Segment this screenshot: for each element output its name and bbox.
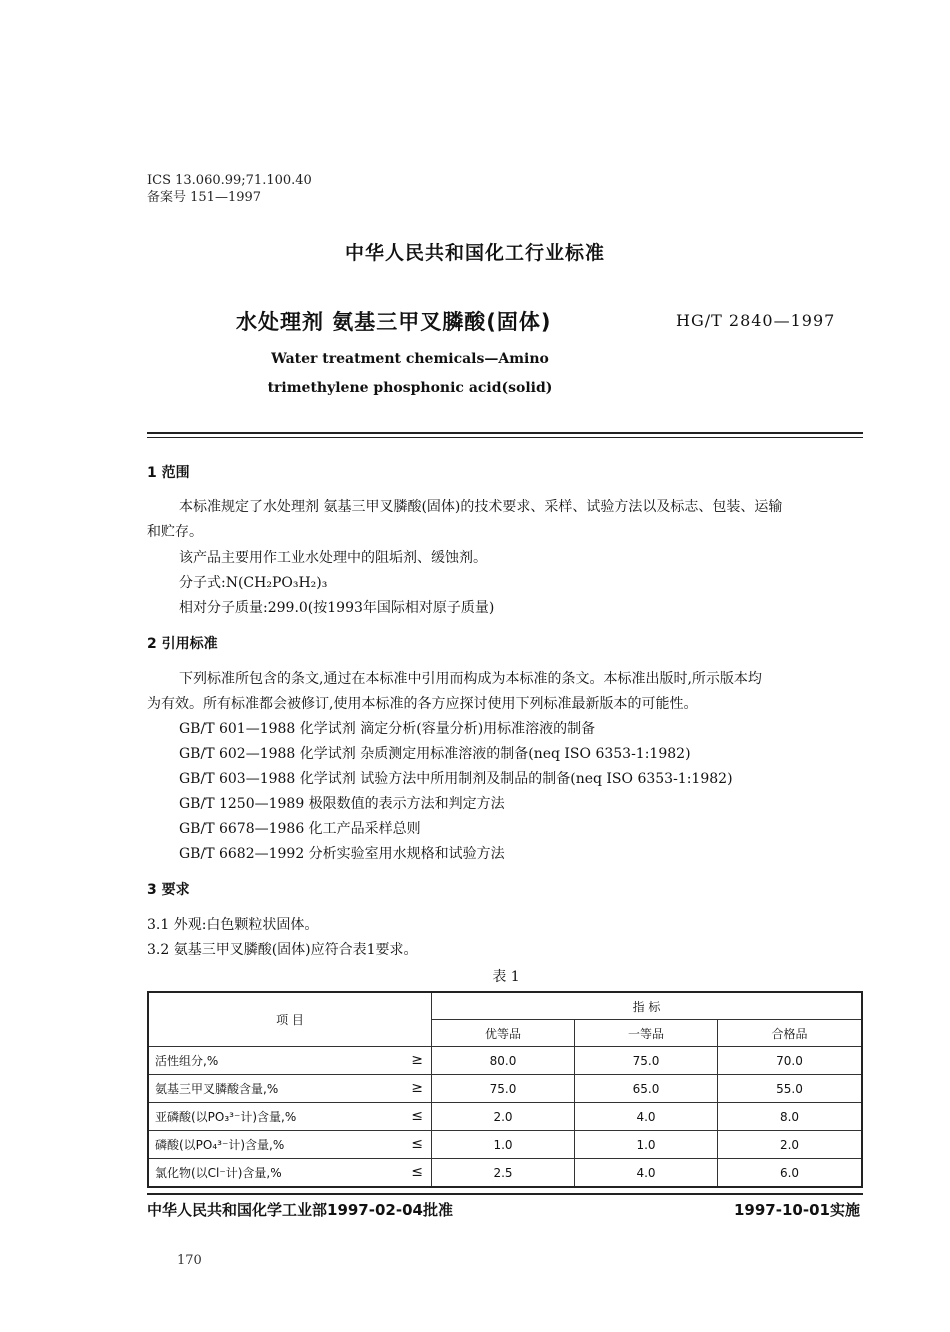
table-row — [148, 1047, 862, 1075]
section-2-paragraph-line-1: 下列标准所包含的条文,通过在本标准中引用而构成为本标准的条文。本标准出版时,所示版本均 — [179, 671, 762, 687]
column-header-index: 指 标 — [432, 992, 863, 1020]
section-1-paragraph-line-2: 和贮存。 — [147, 524, 203, 540]
page-number: 170 — [177, 1253, 202, 1268]
row-value: 6.0 — [718, 1159, 863, 1188]
row-value: 1.0 — [575, 1131, 718, 1159]
row-value: 75.0 — [432, 1075, 575, 1103]
section-1-paragraph-line-1: 本标准规定了水处理剂 氨基三甲叉膦酸(固体)的技术要求、采样、试验方法以及标志、包装、运输 — [179, 499, 783, 515]
comparison-symbol: ≥ — [411, 1052, 423, 1068]
section-1-heading: 1 范围 — [147, 465, 190, 481]
row-item — [148, 1103, 432, 1131]
row-value: 80.0 — [432, 1047, 575, 1075]
row-value: 2.0 — [432, 1103, 575, 1131]
grade-header: 优等品 — [432, 1020, 575, 1047]
table-header-row — [148, 992, 862, 1020]
header-rule-thin — [147, 437, 863, 438]
section-2-heading: 2 引用标准 — [147, 636, 218, 652]
effective-date: 1997-10-01实施 — [734, 1201, 860, 1219]
reference-item: GB/T 601—1988 化学试剂 滴定分析(容量分析)用标准溶液的制备 — [179, 721, 596, 737]
comparison-symbol: ≤ — [411, 1136, 423, 1152]
row-item-label: 氯化物(以Cl⁻计)含量,% — [155, 1166, 282, 1180]
row-item-label: 活性组分,% — [155, 1054, 219, 1068]
filing-number: 备案号 151—1997 — [147, 190, 262, 205]
table-row — [148, 1103, 862, 1131]
table-row — [148, 1159, 862, 1188]
grade-header: 一等品 — [575, 1020, 718, 1047]
row-item-label: 亚磷酸(以PO₃³⁻计)含量,% — [155, 1110, 297, 1124]
reference-item: GB/T 602—1988 化学试剂 杂质测定用标准溶液的制备(neq ISO 6353-1:1982) — [179, 746, 691, 762]
row-value: 75.0 — [575, 1047, 718, 1075]
column-header-item: 项 目 — [148, 992, 432, 1047]
row-item — [148, 1047, 432, 1075]
table-caption: 表 1 — [492, 969, 520, 985]
section-1-usage: 该产品主要用作工业水处理中的阻垢剂、缓蚀剂。 — [179, 550, 487, 566]
comparison-symbol: ≤ — [411, 1164, 423, 1180]
row-item-label: 氨基三甲叉膦酸含量,% — [155, 1082, 279, 1096]
document-title: 水处理剂 氨基三甲叉膦酸(固体) — [236, 310, 552, 334]
table-row — [148, 1131, 862, 1159]
row-item-label: 磷酸(以PO₄³⁻计)含量,% — [155, 1138, 285, 1152]
row-value: 8.0 — [718, 1103, 863, 1131]
standard-title: 中华人民共和国化工行业标准 — [344, 242, 605, 264]
section-3-heading: 3 要求 — [147, 882, 190, 898]
footer-rule — [147, 1193, 863, 1195]
grade-header: 合格品 — [718, 1020, 863, 1047]
row-value: 55.0 — [718, 1075, 863, 1103]
row-item — [148, 1075, 432, 1103]
english-title-line-2: trimethylene phosphonic acid(solid) — [267, 380, 553, 396]
row-value: 2.5 — [432, 1159, 575, 1188]
document-code: HG/T 2840—1997 — [676, 311, 836, 330]
requirement-3-2: 3.2 氨基三甲叉膦酸(固体)应符合表1要求。 — [147, 942, 418, 958]
row-value: 4.0 — [575, 1159, 718, 1188]
reference-item: GB/T 6682—1992 分析实验室用水规格和试验方法 — [179, 846, 505, 862]
row-value: 2.0 — [718, 1131, 863, 1159]
requirement-3-1: 3.1 外观:白色颗粒状固体。 — [147, 917, 319, 933]
row-item — [148, 1131, 432, 1159]
comparison-symbol: ≤ — [411, 1108, 423, 1124]
english-title-line-1: Water treatment chemicals—Amino — [271, 351, 549, 367]
comparison-symbol: ≥ — [411, 1080, 423, 1096]
row-value: 4.0 — [575, 1103, 718, 1131]
ics-code: ICS 13.060.99;71.100.40 — [147, 173, 312, 188]
row-value: 70.0 — [718, 1047, 863, 1075]
row-item — [148, 1159, 432, 1188]
row-value: 1.0 — [432, 1131, 575, 1159]
reference-item: GB/T 603—1988 化学试剂 试验方法中所用制剂及制品的制备(neq ISO 6353-1:1982) — [179, 771, 733, 787]
section-1-molecular-mass: 相对分子质量:299.0(按1993年国际相对原子质量) — [179, 600, 495, 616]
table-row — [148, 1075, 862, 1103]
approval-line: 中华人民共和国化学工业部1997-02-04批准 — [147, 1201, 453, 1219]
requirements-table — [147, 991, 863, 1188]
section-1-formula: 分子式:N(CH₂PO₃H₂)₃ — [179, 575, 328, 591]
header-rule-thick — [147, 432, 863, 434]
section-2-paragraph-line-2: 为有效。所有标准都会被修订,使用本标准的各方应探讨使用下列标准最新版本的可能性。 — [147, 696, 698, 712]
reference-item: GB/T 6678—1986 化工产品采样总则 — [179, 821, 421, 837]
reference-item: GB/T 1250—1989 极限数值的表示方法和判定方法 — [179, 796, 505, 812]
row-value: 65.0 — [575, 1075, 718, 1103]
